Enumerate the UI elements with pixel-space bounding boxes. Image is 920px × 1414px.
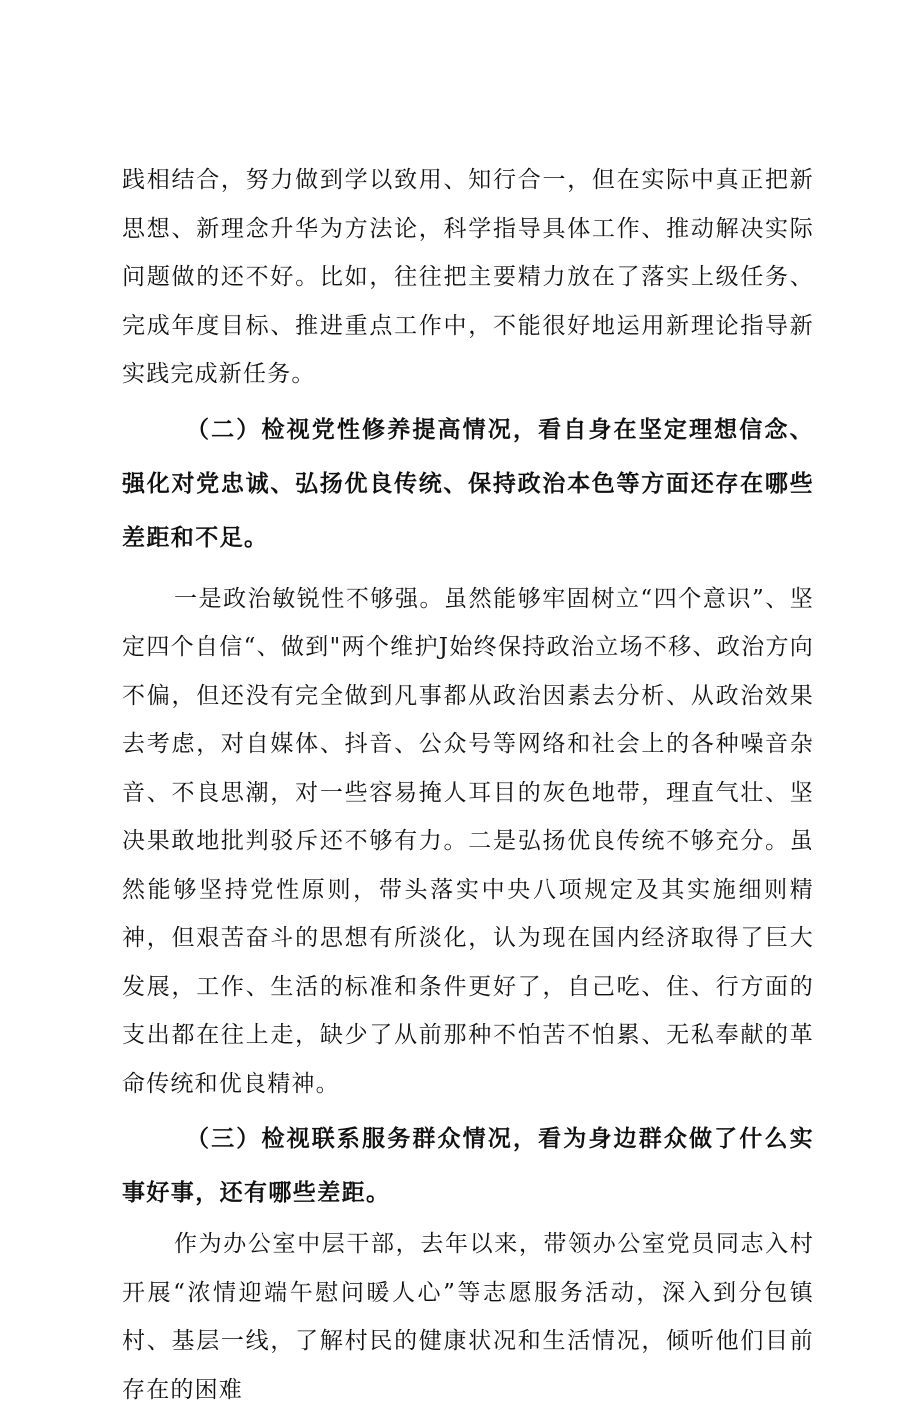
section-heading-party-spirit: （二）检视党性修养提高情况，看自身在坚定理想信念、强化对党忠诚、弘扬优良传统、保持政治本色等方面还存在哪些差距和不足。 bbox=[122, 415, 814, 551]
document-body bbox=[122, 156, 814, 1414]
section-heading-serving-masses: （三）检视联系服务群众情况，看为身边群众做了什么实事好事，还有哪些差距。 bbox=[122, 1125, 814, 1206]
body-paragraph-study-practice: 践相结合，努力做到学以致用、知行合一，但在实际中真正把新思想、新理念升华为方法论，科学指导具体工作、推动解决实际问题做的还不好。比如，往往把主要精力放在了落实上级任务、完成年度目标、推进重点工作中，不能很好地运用新理论指导新实践完成新任务。 bbox=[122, 167, 814, 387]
body-paragraph-political-sensitivity: 一是政治敏锐性不够强。虽然能够牢固树立“四个意识”、坚定四个自信“、做到"两个维护J始终保持政治立场不移、政治方向不偏，但还没有完全做到凡事都从政治因素去分析、从政治效果去考虑，对自媒体、抖音、公众号等网络和社会上的各种噪音杂音、不良思潮，对一些容易掩人耳目的灰色地带，理直气壮、坚决果敢地批判驳斥还不够有力。二是弘扬优良传统不够充分。虽然能够坚持党性原则，带头落实中央八项规定及其实施细则精神，但艰苦奋斗的思想有所淡化，认为现在国内经济取得了巨大发展，工作、生活的标准和条件更好了，自己吃、住、行方面的支出都在往上走，缺少了从前那种不怕苦不怕累、无私奉献的革命传统和优良精神。 bbox=[122, 585, 814, 1097]
body-paragraph-office-volunteer: 作为办公室中层干部，去年以来，带领办公室党员同志入村开展“浓情迎端午慰问暖人心”等志愿服务活动，深入到分包镇村、基层一线，了解村民的健康状况和生活情况，倾听他们目前存在的困难 bbox=[122, 1231, 814, 1403]
